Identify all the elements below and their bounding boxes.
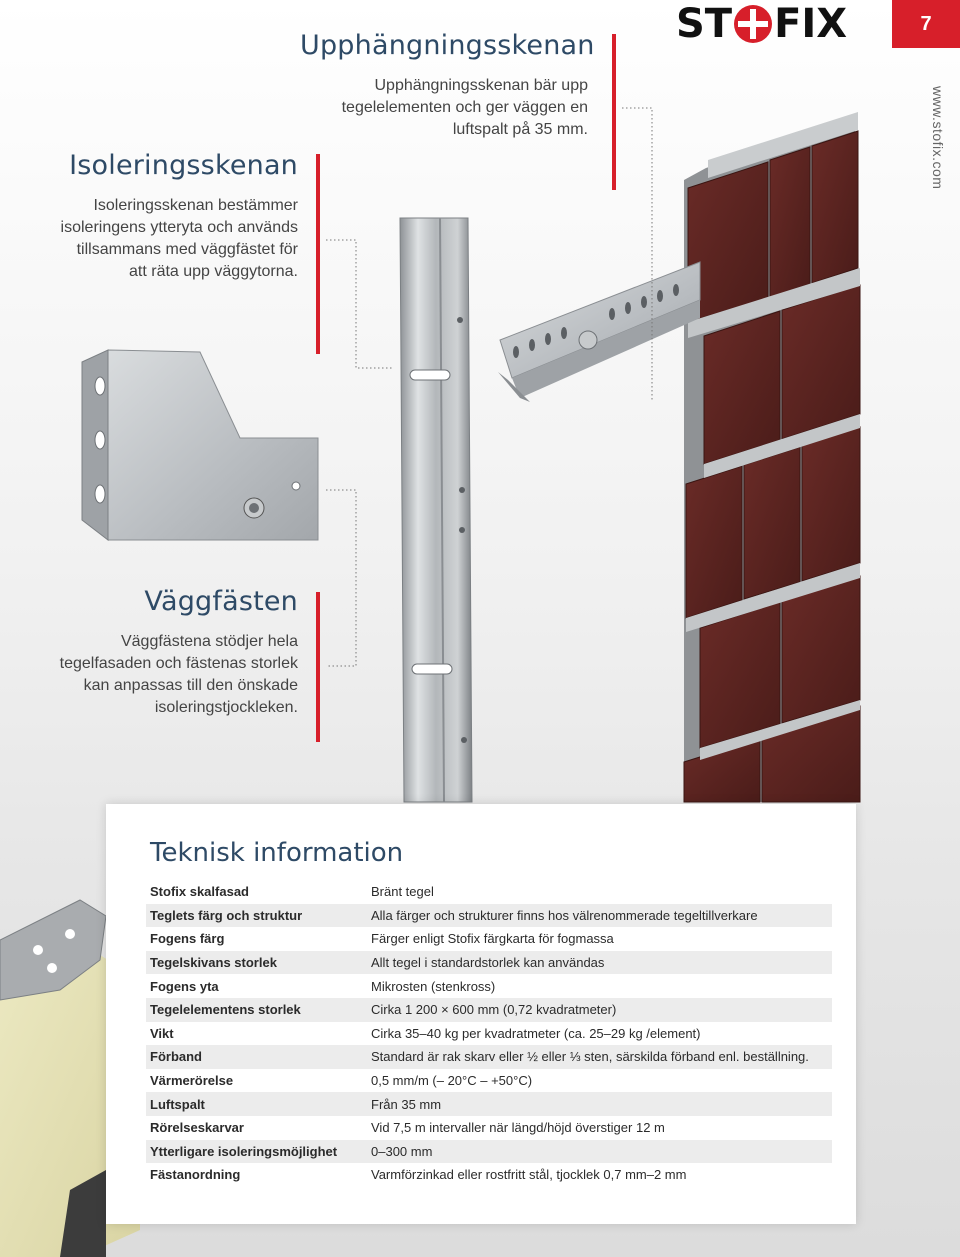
page-number: 7 [892,0,960,48]
stofix-logo [676,1,880,47]
spec-value: 0,5 mm/m (– 20°C – +50°C) [371,1073,533,1089]
spec-key: Vikt [150,1025,174,1041]
tech-info-card [106,804,856,1224]
leader-lines [326,108,652,666]
spec-value: Från 35 mm [371,1096,442,1112]
spec-row [146,904,832,928]
spec-table [146,880,832,1187]
spec-value: Mikrosten (stenkross) [371,978,496,994]
spec-key: Tegelskivans storlek [150,955,277,971]
logo-text-end: FIX [774,1,848,47]
spec-value: Bränt tegel [371,884,434,900]
spec-row [146,1022,832,1046]
spec-row [146,1069,832,1093]
brick-wall [684,112,860,802]
logo-text-start: ST [676,1,733,47]
red-rule [316,154,320,354]
spec-row [146,1163,832,1187]
spec-value: Alla färger och strukturer finns hos välrenommerade tegeltillverkare [371,907,758,923]
spec-value: Allt tegel i standardstorlek kan användas [371,955,605,971]
suspension-rail [498,262,700,402]
spec-value: Cirka 35–40 kg per kvadratmeter (ca. 25–29 kg /element) [371,1025,701,1041]
spec-key: Tegelelementens storlek [150,1002,301,1018]
spec-key: Fästanordning [150,1167,241,1183]
spec-row [146,1092,832,1116]
spec-value: Varmförzinkad eller rostfritt stål, tjocklek 0,7 mm–2 mm [371,1167,687,1183]
spec-row [146,974,832,998]
spec-value: Vid 7,5 m intervaller när längd/höjd överstiger 12 m [371,1120,665,1136]
spec-key: Stofix skalfasad [150,884,249,900]
spec-value: Cirka 1 200 × 600 mm (0,72 kvadratmeter) [371,1002,617,1018]
callout-text: Väggfästena stödjer hela tegelfasaden och fästenas storlek kan anpassas till den önskade isoleringstjockleken. [59,633,298,716]
spec-key: Rörelseskarvar [150,1120,244,1136]
spec-row [146,951,832,975]
spec-value: 0–300 mm [371,1143,433,1159]
spec-row [146,1116,832,1140]
spec-row [146,1140,832,1164]
callout-text: Isoleringsskenan bestämmer isoleringens ytteryta och används tillsammans med väggfästet för att räta upp väggytorna. [60,197,298,280]
spec-value: Standard är rak skarv eller ½ eller ⅓ sten, särskilda förband enl. beställning. [371,1049,809,1065]
website-url: www.stofix.com [930,86,946,190]
spec-key: Luftspalt [150,1096,205,1112]
callout-title: Upphängningsskenan [300,30,595,61]
spec-key: Förband [150,1049,202,1065]
spec-key: Ytterligare isoleringsmöjlighet [150,1143,338,1159]
spec-row [146,927,832,951]
logo-cross-icon [734,5,772,43]
spec-row [146,1045,832,1069]
callout-title: Väggfästen [144,586,298,617]
red-rule [612,34,616,190]
spec-key: Fogens yta [150,978,219,994]
spec-key: Teglets färg och struktur [150,907,303,923]
insulation-rail [400,218,472,802]
callout-suspension-rail [300,30,595,141]
spec-key: Fogens färg [150,931,225,947]
wall-bracket [82,350,318,540]
callout-title: Isoleringsskenan [69,150,298,181]
red-rule [316,592,320,742]
tech-title: Teknisk information [150,838,404,868]
spec-key: Värmerörelse [150,1073,234,1089]
callout-wall-bracket [30,586,298,719]
spec-row [146,880,832,904]
spec-row [146,998,832,1022]
callout-insulation-rail [60,150,298,283]
callout-text: Upphängningsskenan bär upp tegelelementen och ger väggen en luftspalt på 35 mm. [341,77,588,138]
spec-value: Färger enligt Stofix färgkarta för fogmassa [371,931,614,947]
